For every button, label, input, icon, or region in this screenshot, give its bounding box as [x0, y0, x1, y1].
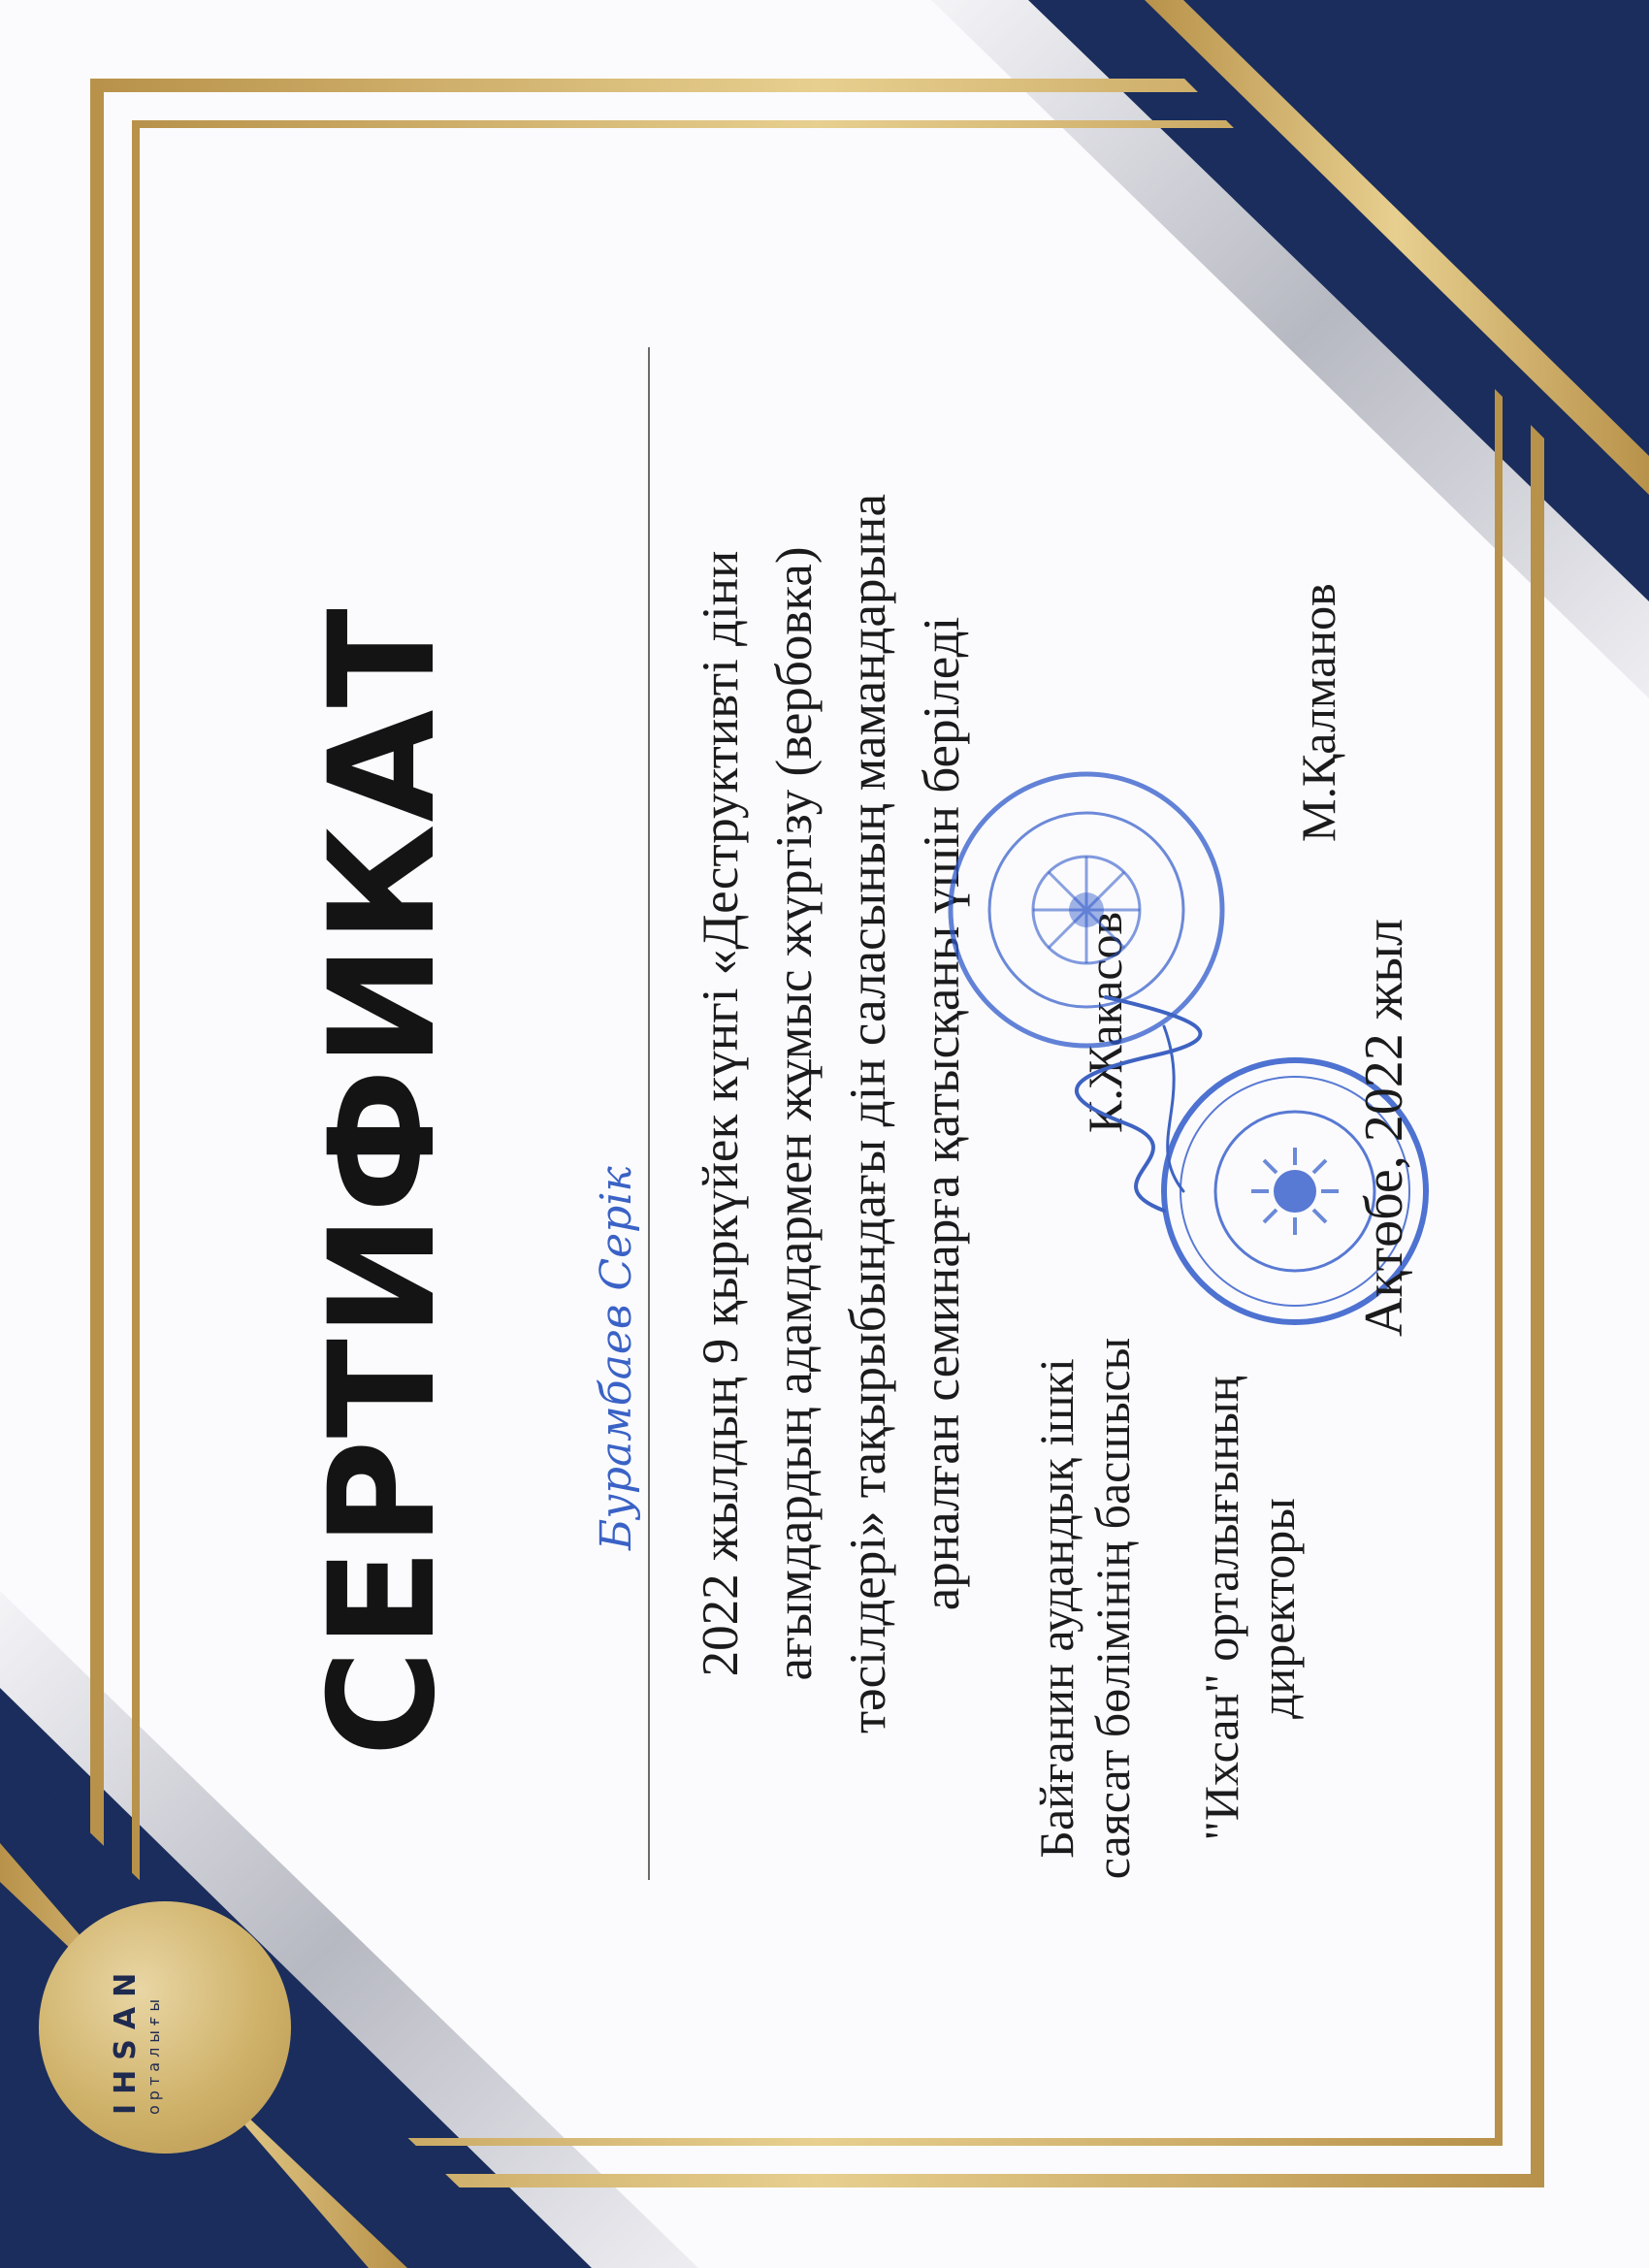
- handwritten-signature: [1048, 988, 1222, 1220]
- body-line: 2022 жылдың 9 қыркүйек күнгі «Деструктивті діни: [693, 550, 749, 1677]
- signatory-title-line: саясат бөлімінің басшысы: [1085, 1337, 1140, 1880]
- recipient-handwritten-name: Бурамбаев Серік: [592, 1166, 641, 1550]
- signatory-2-name: М.Қалманов: [1291, 583, 1345, 842]
- signatory-title-line: Байғанин аудандық ішкі: [1029, 1358, 1083, 1859]
- recipient-name-line: [648, 347, 650, 1880]
- signatory-1-title: [1028, 1259, 1141, 1958]
- signatory-title-line: "Ихсан" орталығының: [1194, 1376, 1248, 1841]
- body-line: тәсілдері» тақырыбындағы дін саласының мамандарына: [840, 493, 896, 1734]
- signatory-title-line: директоры: [1250, 1498, 1305, 1719]
- place-and-date: Ақтөбе, 2022 жыл: [1354, 919, 1414, 1337]
- signatory-2-title: [1193, 1259, 1306, 1958]
- certificate-title: СЕРТИФИКАТ: [299, 606, 468, 1757]
- signatory-1-name: К.Жакасов: [1078, 911, 1132, 1133]
- body-line: арналған семинарға қатысқаны үшін беріледі: [914, 616, 970, 1611]
- logo-name: IHSAN: [109, 1962, 143, 2115]
- certificate-body: [684, 367, 979, 1861]
- logo-subtitle: орталығы: [145, 1993, 163, 2115]
- body-line: ағымдардың адамдармен жұмыс жүргізу (вербовка): [766, 546, 823, 1681]
